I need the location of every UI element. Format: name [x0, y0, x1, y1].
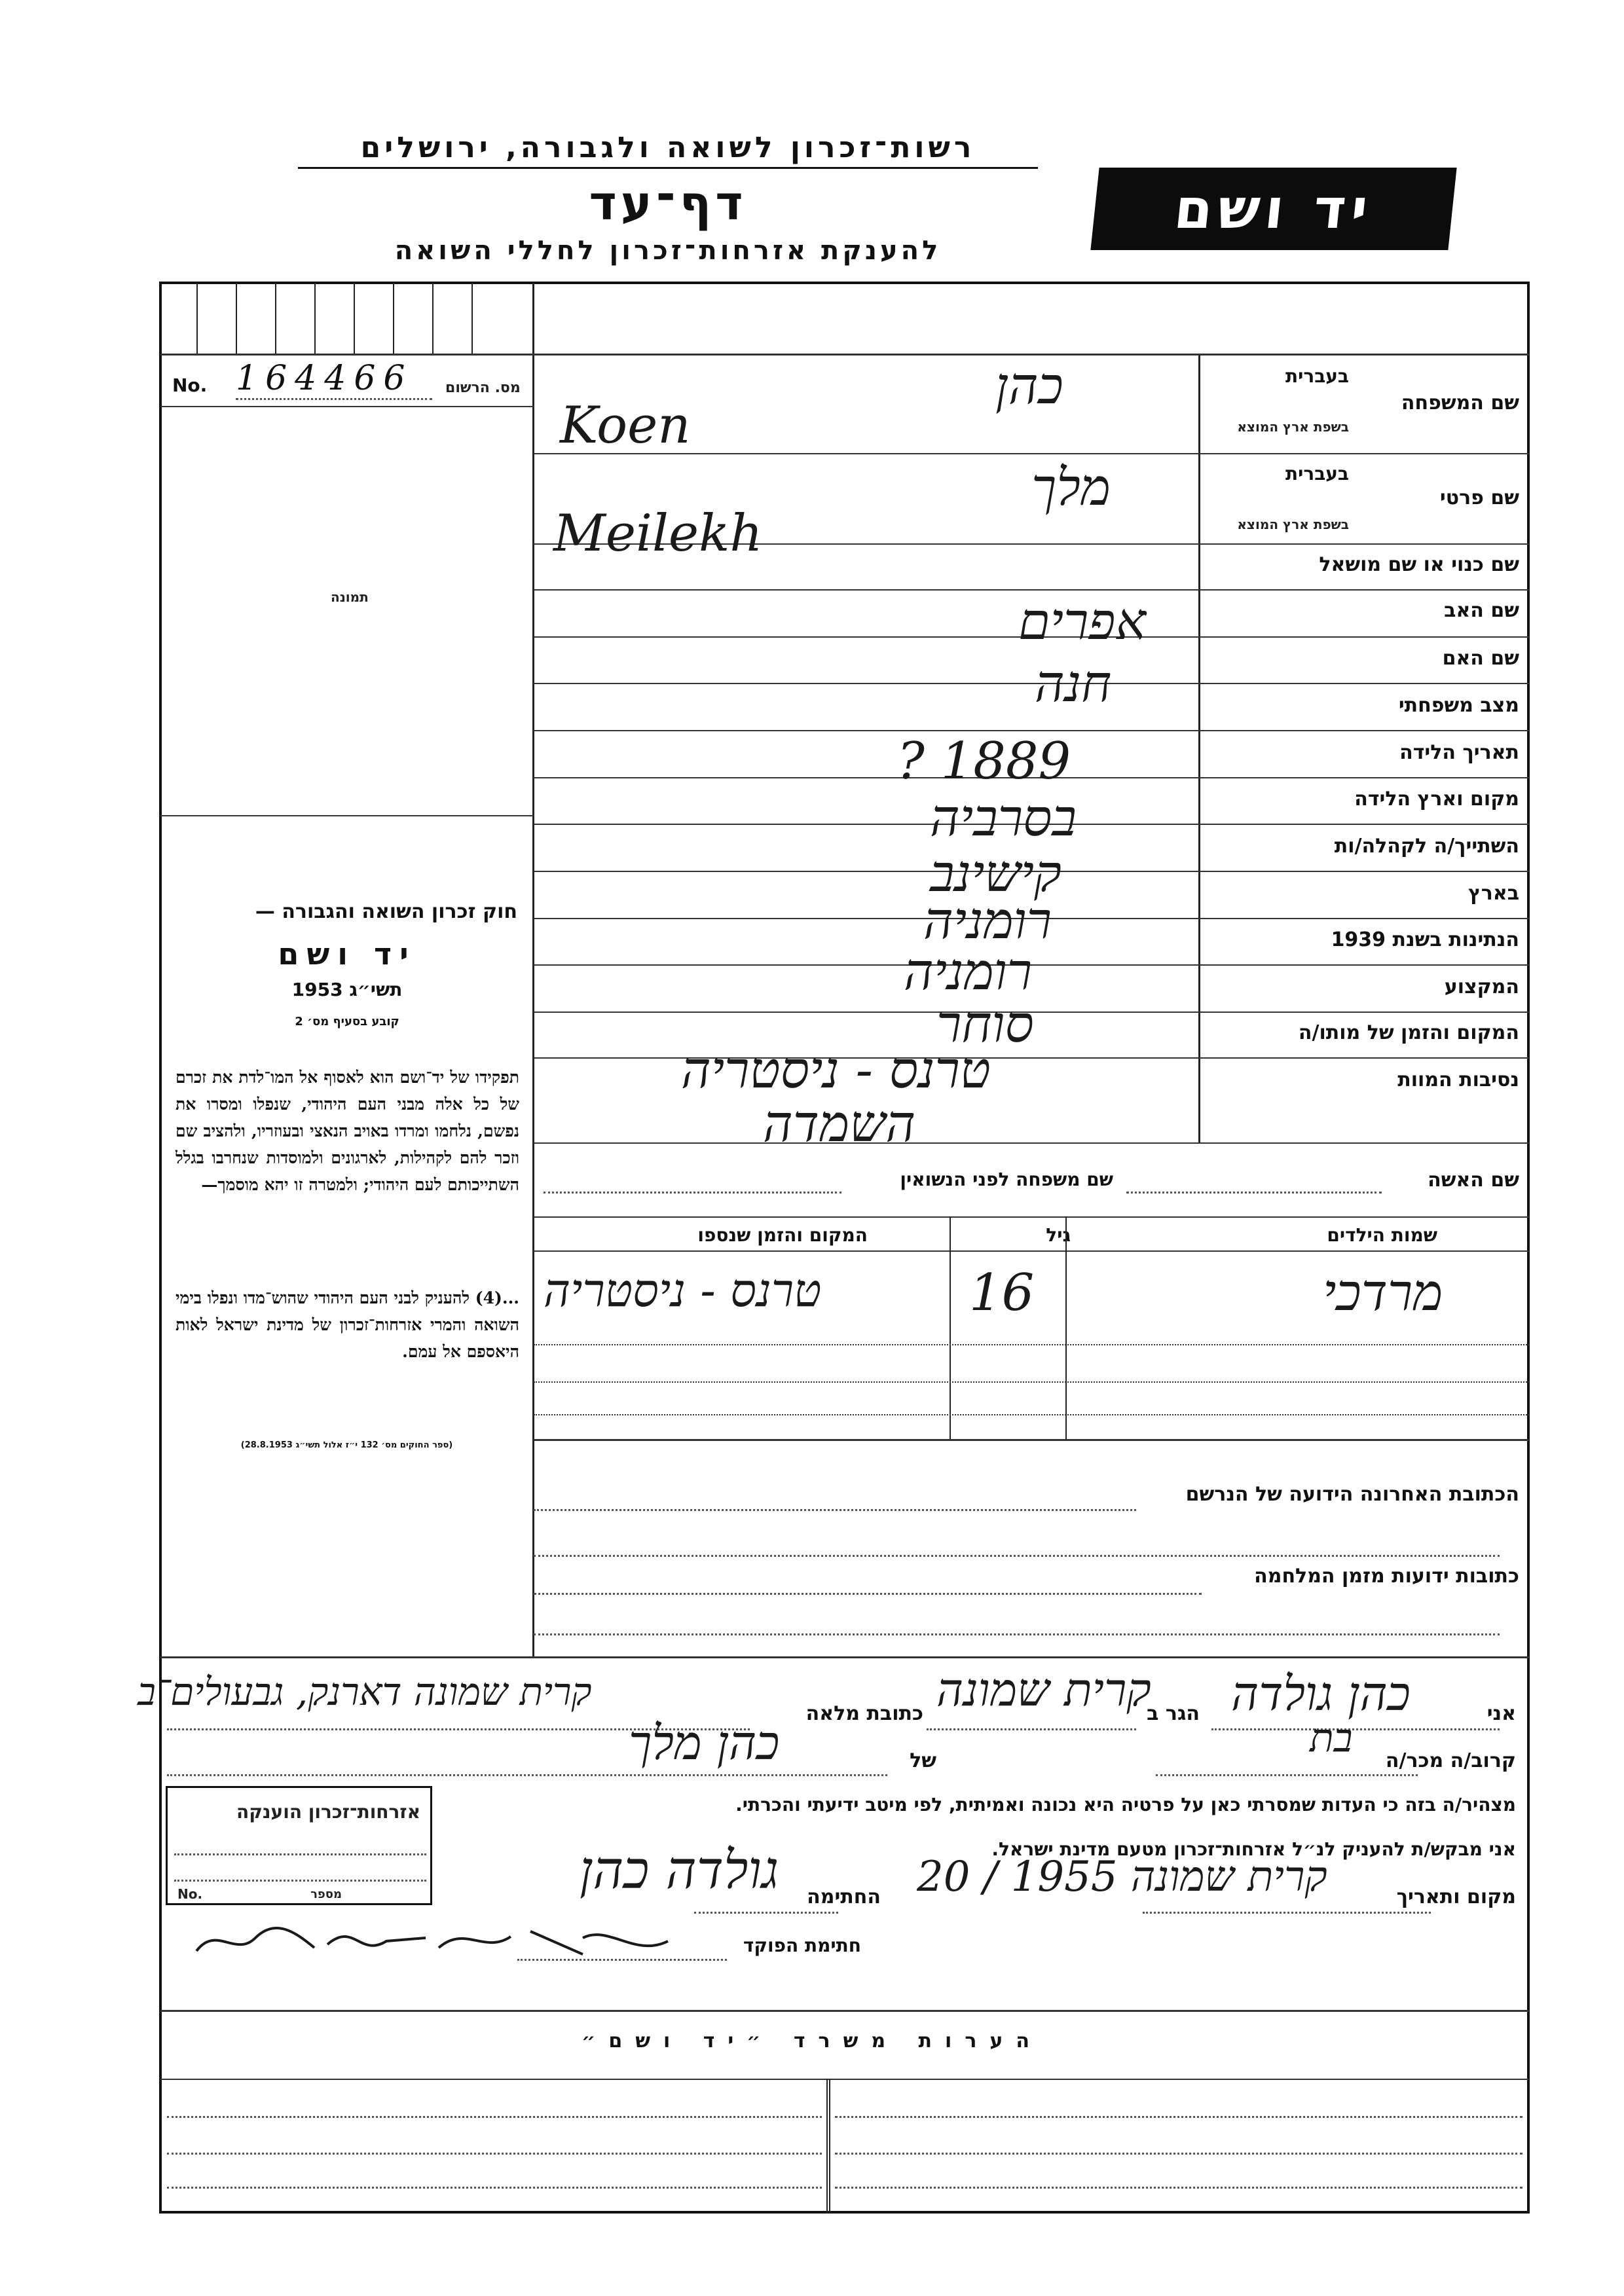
father-label: שם האב [1444, 599, 1519, 622]
place-date-value: קרית שמונה 1955 / 20 [917, 1853, 1327, 1901]
country-label: בארץ [1467, 882, 1519, 905]
signature-value: גולדה כהן [580, 1840, 779, 1901]
citizenship-box-line [174, 1853, 426, 1855]
notes-header-line [160, 2079, 1529, 2080]
of-label: של [910, 1749, 936, 1772]
first-name-hebrew-value: מלך [1031, 458, 1111, 517]
in-hebrew-label-2: בעברית [1285, 463, 1349, 484]
row-line [534, 589, 1529, 591]
maiden-name-field[interactable] [544, 1192, 841, 1194]
in-origin-label-2: בשפת ארץ המוצא [1237, 517, 1349, 532]
yad-vashem-logo [1090, 168, 1456, 250]
children-names-header: שמות הילדים [1327, 1224, 1437, 1246]
top-box-divider [471, 283, 473, 354]
birthplace-label: מקום וארץ הלידה [1354, 788, 1519, 811]
in-hebrew-label: בעברית [1285, 365, 1349, 387]
office-notes-title: הערות משרד ״יד ושם״ [581, 2030, 1043, 2052]
declarant-name-value: כהן גולדה [1231, 1666, 1411, 1721]
children-row-line [534, 1344, 1529, 1345]
registration-row-line [160, 406, 534, 407]
declarant-field[interactable] [1211, 1728, 1500, 1730]
top-box-divider [275, 283, 276, 354]
notes-line[interactable] [835, 2153, 1522, 2155]
citizenship-request: אני מבקש/ת להעניק לנ״ל אזרחות־זכרון מטעם מדינת ישראל. [991, 1838, 1516, 1860]
law-source: (ספר החוקים מס׳ 132 י״ז אלול תשי״ג 28.8.1953) [240, 1440, 453, 1450]
birthdate-label: תאריך הלידה [1399, 741, 1519, 764]
children-col-divider [950, 1216, 951, 1439]
wartime-address-label: כתובות ידועות מזמן המלחמה [1254, 1565, 1519, 1588]
children-age-header: גיל [1046, 1224, 1071, 1246]
death-circumstances-label: נסיבות המוות [1397, 1068, 1519, 1091]
last-address-label: הכתובת האחרונה הידועה של הנרשם [1185, 1483, 1519, 1506]
notes-line[interactable] [835, 2187, 1522, 2189]
first-name-label: שם פרטי [1439, 486, 1519, 509]
community-value: קישינב [930, 845, 1061, 903]
top-box-divider [236, 283, 237, 354]
form-title: דף־עד [589, 175, 747, 230]
mother-label: שם האם [1442, 647, 1519, 670]
law-year: תשי״ג 1953 [291, 979, 403, 1000]
residing-field[interactable] [927, 1728, 1136, 1730]
citizenship-box-number-label: מספר [310, 1887, 342, 1901]
surname-hebrew-value: כהן [995, 357, 1063, 416]
officer-signature-label: חתימת הפוקד [743, 1935, 861, 1956]
residing-label: הגר ב [1147, 1702, 1200, 1725]
citizenship-granted-box [166, 1786, 432, 1905]
row-line [534, 1142, 1529, 1144]
notes-col-divider [826, 2079, 830, 2213]
children-table-bottom [534, 1439, 1529, 1441]
surname-label: שם המשפחה [1401, 392, 1519, 414]
photo-label: תמונה [331, 589, 369, 605]
notes-line[interactable] [835, 2116, 1522, 2118]
place-date-field[interactable] [1143, 1912, 1431, 1914]
row-line [534, 730, 1529, 731]
birthdate-value: 1889 ? [897, 732, 1071, 791]
top-box-divider [432, 283, 434, 354]
full-address-label: כתובת מלאה [805, 1702, 923, 1725]
circumstances-value: השמדה [763, 1095, 916, 1154]
death-place-label: המקום והזמן של מותו/ה [1298, 1021, 1519, 1044]
section-divider [160, 1656, 1529, 1658]
law-clause: ...(4) להעניק לבני העם היהודי שהוש־מדו ונפלו בימי השואה והמרי אזרחות־זכרון של מדינת ישראל לאות היאספם אל עמם. [175, 1288, 519, 1361]
children-row-line [534, 1414, 1529, 1415]
top-box-divider [354, 283, 355, 354]
declarant-label: אני [1486, 1702, 1516, 1725]
notes-top-line [160, 2010, 1529, 2012]
birthplace-value: בסרביה [930, 789, 1077, 848]
residing-value: קרית שמונה [936, 1663, 1151, 1717]
notes-line[interactable] [167, 2187, 822, 2189]
last-address-field-2[interactable] [534, 1555, 1500, 1557]
citizenship-box-no-label: No. [177, 1886, 203, 1902]
top-box-divider [196, 283, 198, 354]
first-name-origin-value: Meilekh [553, 504, 763, 563]
citizenship-1939-label: הנתינות בשנת 1939 [1331, 928, 1519, 951]
surname-origin-value: Koen [560, 396, 691, 455]
relation-label: קרוב/ה מכר/ה [1385, 1749, 1516, 1772]
of-value: כהן מלך [629, 1715, 780, 1770]
top-box-divider [314, 283, 316, 354]
notes-line[interactable] [167, 2116, 822, 2118]
officer-signature-scribble [190, 1918, 674, 1964]
logo-text: יד ושם [1171, 177, 1376, 241]
label-column-divider [1198, 354, 1200, 1142]
wartime-address-field-2[interactable] [534, 1633, 1500, 1635]
marital-status-label: מצב משפחתי [1398, 694, 1519, 717]
children-place-header: המקום והזמן שנספו [697, 1224, 868, 1246]
child-name: מרדכי [1323, 1264, 1443, 1322]
profession-label: המקצוע [1444, 975, 1519, 998]
profession-value: סוחר [936, 995, 1034, 1054]
citizenship-box-line [174, 1880, 426, 1882]
children-table-top [534, 1216, 1529, 1218]
last-address-field[interactable] [534, 1509, 1136, 1511]
relation-value: בת [1310, 1715, 1353, 1761]
in-origin-label: בשפת ארץ המוצא [1237, 419, 1349, 435]
relation-field[interactable] [1156, 1774, 1418, 1776]
child-death-place: טרנס - ניסטריה [544, 1264, 822, 1317]
wartime-address-field[interactable] [534, 1593, 1202, 1595]
father-name-value: אפרים [1018, 592, 1147, 651]
top-box-divider [393, 283, 394, 354]
citizenship-granted-title: אזרחות־זכרון הוענקה [236, 1801, 420, 1823]
registration-no-label: No. [172, 374, 208, 396]
community-label: השתייך/ה לקהלה/ות [1334, 835, 1519, 858]
place-date-label: מקום ותאריך [1396, 1886, 1516, 1908]
notes-line[interactable] [167, 2153, 822, 2155]
wife-field[interactable] [1126, 1192, 1382, 1194]
children-col-divider [1065, 1216, 1067, 1439]
mother-name-value: חנה [1035, 655, 1112, 714]
registration-label: מס. הרשום [445, 380, 521, 396]
left-column-divider [532, 283, 534, 1656]
signature-label: החתימה [807, 1886, 881, 1908]
law-name: יד ושם [278, 936, 416, 972]
law-section: קובע בסעיף מס׳ 2 [295, 1015, 399, 1029]
children-row-line [534, 1381, 1529, 1383]
country-value: רומניה [923, 892, 1052, 951]
nickname-label: שם כנוי או שם מושאל [1319, 553, 1519, 576]
law-title: חוק זכרון השואה והגבורה — [255, 900, 517, 923]
signature-field[interactable] [694, 1912, 838, 1914]
top-row-line [160, 354, 1529, 355]
authority-title: רשות־זכרון לשואה ולגבורה, ירושלים [298, 131, 1038, 169]
registration-no-value: 164466 [236, 359, 432, 400]
children-header-line [534, 1250, 1529, 1252]
declaration-statement: מצהיר/ה בזה כי העדות שמסרתי כאן על פרטיה היא נכונה ואמיתית, לפי מיטב ידיעתי והכרתי. [735, 1794, 1516, 1815]
photo-bottom-line [160, 815, 534, 816]
law-body: תפקידו של יד־ושם הוא לאסוף אל המו־לדת את זכרם של כל אלה מבני העם היהודי, שנפלו ומסרו את נפשם, נלחמו ומרדו באויב הנאצי ובעוזריו, ולהציב שם וזכר להם לקהילות, לארגונים ולמוסדות שנחרבו בגלל השתייכותם לעם היהודי; ולמטרה זו יהא מוסמך— [175, 1068, 519, 1194]
form-subtitle: להענקת אזרחות־זכרון לחללי השואה [394, 236, 942, 266]
maiden-name-label: שם משפחה לפני הנשואין [900, 1169, 1113, 1190]
death-place-value: טרנס - ניסטריה [681, 1041, 991, 1100]
wife-label: שם האשה [1428, 1169, 1519, 1192]
of-field[interactable] [167, 1774, 887, 1776]
child-age: 16 [969, 1264, 1035, 1322]
citizenship-value: רומניה [904, 943, 1033, 1002]
row-line [534, 683, 1529, 684]
full-address-value: קרית שמונה דארנק, גבעולים־ב [138, 1669, 592, 1714]
